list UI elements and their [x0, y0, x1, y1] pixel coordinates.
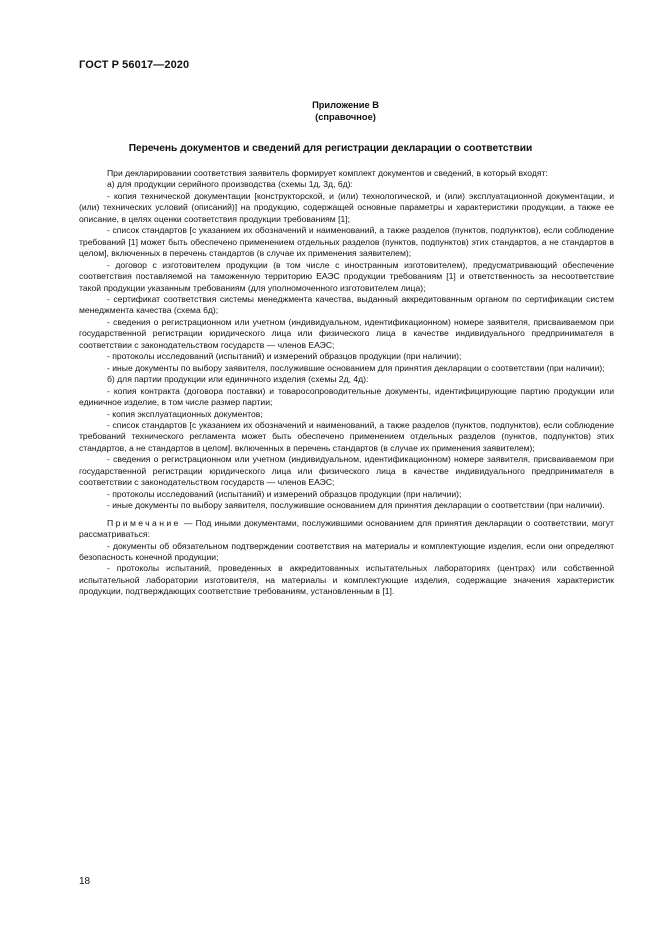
list-item: - список стандартов [с указанием их обозначений и наименований, а также разделов (пунктов, подпунктов), если соблюдение требований [1] может быть обеспечено применением отдельных разделов (пунктов, подпунктов) этих стандартов, а не стандартов в целом], включенных в перечень стандартов (в случае их применения заявителем);: [79, 225, 614, 259]
document-id: ГОСТ Р 56017—2020: [79, 59, 190, 71]
list-item: - иные документы по выбору заявителя, послужившие основанием для принятия декларации о соответствии (при наличии).: [107, 500, 605, 511]
paragraph: При декларировании соответствия заявитель формирует комплект документов и сведений, в который входят:: [107, 168, 548, 178]
list-item: - договор с изготовителем продукции (в том числе с иностранным изготовителем), предусматривающий обеспечение соответствия поставляемой на таможенную территорию ЕАЭС продукции требованиям [1] и ответственность за несоответствие такой продукции указанным требованиям (для уполномоченного изготовителем лица);: [79, 259, 614, 293]
note-paragraph: [79, 518, 614, 541]
list-item: - список стандартов [с указанием их обозначений и наименований, а также разделов (пунктов, подпунктов), если соблюдение требований технического регламента может быть обеспечено применением отдельных разделов (пунктов, подпунктов) этих стандартов, а не стандартов в целом]. включенных в перечень стандартов (в случае их применения заявителем);: [79, 419, 614, 453]
list-item: - копия технической документации [конструкторской, и (или) технологической, и (или) эксплуатационной документации, и (или) технических условий (описаний)] на продукцию, содержащей основные параметры и характеристики продукции, а также ее описание, в целях оценки соответствия продукции требованиям [1];: [79, 190, 614, 224]
note-label: Примечание: [107, 517, 181, 528]
list-item: - протоколы исследований (испытаний) и измерений образцов продукции (при наличии);: [107, 351, 462, 362]
list-item: - копия контракта (договора поставки) и товаросопроводительные документы, идентифицирующие партию продукции или единичное изделие, в том числе размер партии;: [79, 385, 614, 408]
paragraph: а) для продукции серийного производства (схемы 1д, 3д, 6д):: [107, 179, 353, 190]
list-item: - копия эксплуатационных документов;: [107, 408, 263, 419]
page-number: 18: [79, 876, 91, 887]
list-item: - сертификат соответствия системы менеджмента качества, выданный аккредитованным органом по сертификации систем менеджмента качества (схема 6д);: [79, 293, 614, 316]
list-item: - сведения о регистрационном или учетном (индивидуальном, идентификационном) номере заявителя, присваиваемом при государственной регистрации юридического лица или физического лица в качестве индивидуального предпринимателя в соответствии с законодательством государств — членов ЕАЭС;: [79, 454, 614, 488]
note-text: — Под иными документами, послужившими основанием для принятия декларации о соответствии, могут рассматриваться:: [79, 517, 614, 540]
section-title: Перечень документов и сведений для регистрации декларации о соответствии: [128, 143, 533, 154]
list-item: - иные документы по выбору заявителя, послужившие основанием для принятия декларации о соответствии (при наличии);: [107, 362, 605, 373]
note-item: - протоколы испытаний, проведенных в аккредитованных испытательных лабораториях (центрах) или собственной испытательной лаборатории изготовителя, на материалы и комплектующие изделия, содержащие значения характеристик продукции, подтверждающих соответствие требованиям, установленным в [1].: [79, 563, 614, 597]
appendix-subtitle: (справочное): [315, 112, 376, 122]
list-item: - сведения о регистрационном или учетном (индивидуальном, идентификационном) номере заявителя, присваиваемом при государственной регистрации юридического лица или физического лица в качестве индивидуального предпринимателя в соответствии с законодательством государств — членов ЕАЭС;: [79, 316, 614, 350]
document-body: [79, 168, 614, 598]
paragraph: б) для партии продукции или единичного изделия (схемы 2д, 4д):: [107, 374, 369, 385]
appendix-heading: [0, 99, 661, 123]
list-item: - протоколы исследований (испытаний) и измерений образцов продукции (при наличии);: [107, 488, 462, 499]
note-item: - документы об обязательном подтверждении соответствия на материалы и комплектующие изделия, если они определяют безопасность конечной продукции;: [79, 540, 614, 562]
appendix-title: Приложение В: [312, 100, 379, 110]
